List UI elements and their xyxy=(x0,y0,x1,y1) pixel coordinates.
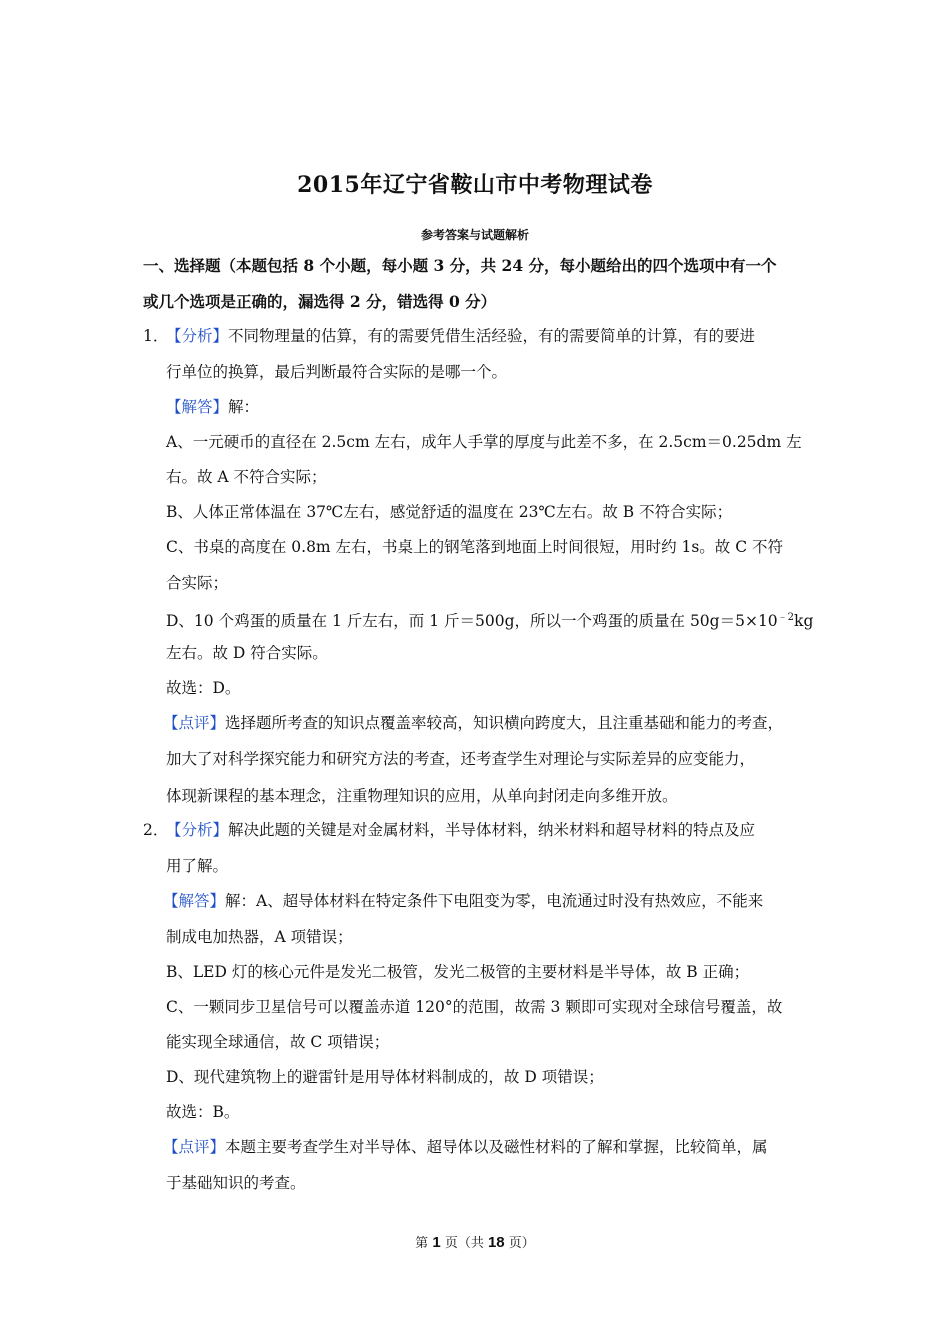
q2-analysis-line-2: 用了解。 xyxy=(166,857,229,875)
q1-choice: 故选：D。 xyxy=(166,679,241,697)
q1-answer-tag: 【解答】 xyxy=(166,398,229,416)
q2-comment-line-1 xyxy=(163,1137,768,1157)
q1-option-d-pre: D、10 个鸡蛋的质量在 1 斤左右，而 1 斤＝500g，所以一个鸡蛋的质量在 50g＝5×10 xyxy=(166,612,778,631)
q2-answer-line-2: 制成电加热器，A 项错误； xyxy=(166,928,353,946)
footer-middle: 页（共 xyxy=(444,1236,484,1251)
section-heading-line-2: 或几个选项是正确的，漏选得 2 分，错选得 0 分） xyxy=(143,292,497,311)
q2-analysis-line-1 xyxy=(166,820,755,840)
page-title: 2015年辽宁省鞍山市中考物理试卷 xyxy=(297,172,653,198)
q2-choice: 故选：B。 xyxy=(166,1103,240,1121)
q2-option-d-line-1: D、现代建筑物上的避雷针是用导体材料制成的，故 D 项错误； xyxy=(166,1068,604,1086)
q1-option-d-line-2: 左右。故 D 符合实际。 xyxy=(166,644,328,662)
q1-analysis-line-1 xyxy=(166,326,755,346)
q1-comment-line-2: 加大了对科学探究能力和研究方法的考查，还考查学生对理论与实际差异的应变能力， xyxy=(166,750,756,768)
q1-option-c-line-2: 合实际； xyxy=(166,574,229,592)
footer-page-number: 1 xyxy=(432,1234,441,1251)
q1-analysis-tag: 【分析】 xyxy=(166,327,229,345)
q1-option-c-line-1: C、书桌的高度在 0.8m 左右，书桌上的钢笔落到地面上时间很短，用时约 1s。故 C 不符 xyxy=(166,538,784,556)
page-subtitle: 参考答案与试题解析 xyxy=(420,228,529,242)
q2-comment-text-1: 本题主要考查学生对半导体、超导体以及磁性材料的了解和掌握，比较简单，属 xyxy=(225,1138,768,1156)
q2-analysis-text-1: 解决此题的关键是对金属材料，半导体材料，纳米材料和超导材料的特点及应 xyxy=(228,821,756,839)
q2-answer-tag: 【解答】 xyxy=(163,892,226,910)
q1-comment-line-1 xyxy=(163,713,783,733)
q2-comment-tag: 【点评】 xyxy=(163,1138,226,1156)
q1-option-d-exponent: ﹣2 xyxy=(777,612,795,623)
footer-prefix: 第 xyxy=(415,1236,429,1251)
q2-analysis-tag: 【分析】 xyxy=(166,821,229,839)
footer-suffix: 页） xyxy=(508,1236,535,1251)
q1-option-a-line-2: 右。故 A 不符合实际； xyxy=(166,468,327,486)
section-heading-line-1: 一、选择题（本题包括 8 个小题，每小题 3 分，共 24 分，每小题给出的四个选项中有一个 xyxy=(143,256,777,275)
q1-answer-head: 解： xyxy=(228,398,260,416)
q2-answer-text-1: 解：A、超导体材料在特定条件下电阻变为零，电流通过时没有热效应，不能来 xyxy=(225,892,764,910)
q2-comment-line-2: 于基础知识的考查。 xyxy=(166,1174,306,1192)
q1-analysis-text-1: 不同物理量的估算，有的需要凭借生活经验，有的需要简单的计算，有的要进 xyxy=(228,327,756,345)
q1-option-a-line-1: A、一元硬币的直径在 2.5cm 左右，成年人手掌的厚度与此差不多，在 2.5cm＝0.25dm 左 xyxy=(166,433,802,451)
page-footer xyxy=(0,1232,950,1251)
q1-option-d-line-1 xyxy=(166,608,813,631)
q1-option-d-unit: kg xyxy=(794,612,814,631)
question-2-number: 2． xyxy=(143,821,169,839)
q1-comment-text-1: 选择题所考查的知识点覆盖率较高，知识横向跨度大，且注重基础和能力的考查， xyxy=(225,714,784,732)
q2-option-c-line-2: 能实现全球通信，故 C 项错误； xyxy=(166,1033,390,1051)
question-1-number: 1． xyxy=(143,327,169,345)
footer-total-pages: 18 xyxy=(487,1234,505,1251)
q2-option-b-line-1: B、LED 灯的核心元件是发光二极管，发光二极管的主要材料是半导体，故 B 正确； xyxy=(166,963,750,981)
q2-option-c-line-1: C、一颗同步卫星信号可以覆盖赤道 120°的范围，故需 3 颗即可实现对全球信号覆盖，故 xyxy=(166,998,783,1016)
q1-answer-line xyxy=(166,397,259,417)
q1-comment-tag: 【点评】 xyxy=(163,714,226,732)
q1-comment-line-3: 体现新课程的基本理念，注重物理知识的应用，从单向封闭走向多维开放。 xyxy=(166,787,678,805)
q2-answer-line-1 xyxy=(163,891,763,911)
q1-analysis-line-2: 行单位的换算，最后判断最符合实际的是哪一个。 xyxy=(166,363,508,381)
q1-option-b-line-1: B、人体正常体温在 37℃左右，感觉舒适的温度在 23℃左右。故 B 不符合实际； xyxy=(166,503,733,521)
